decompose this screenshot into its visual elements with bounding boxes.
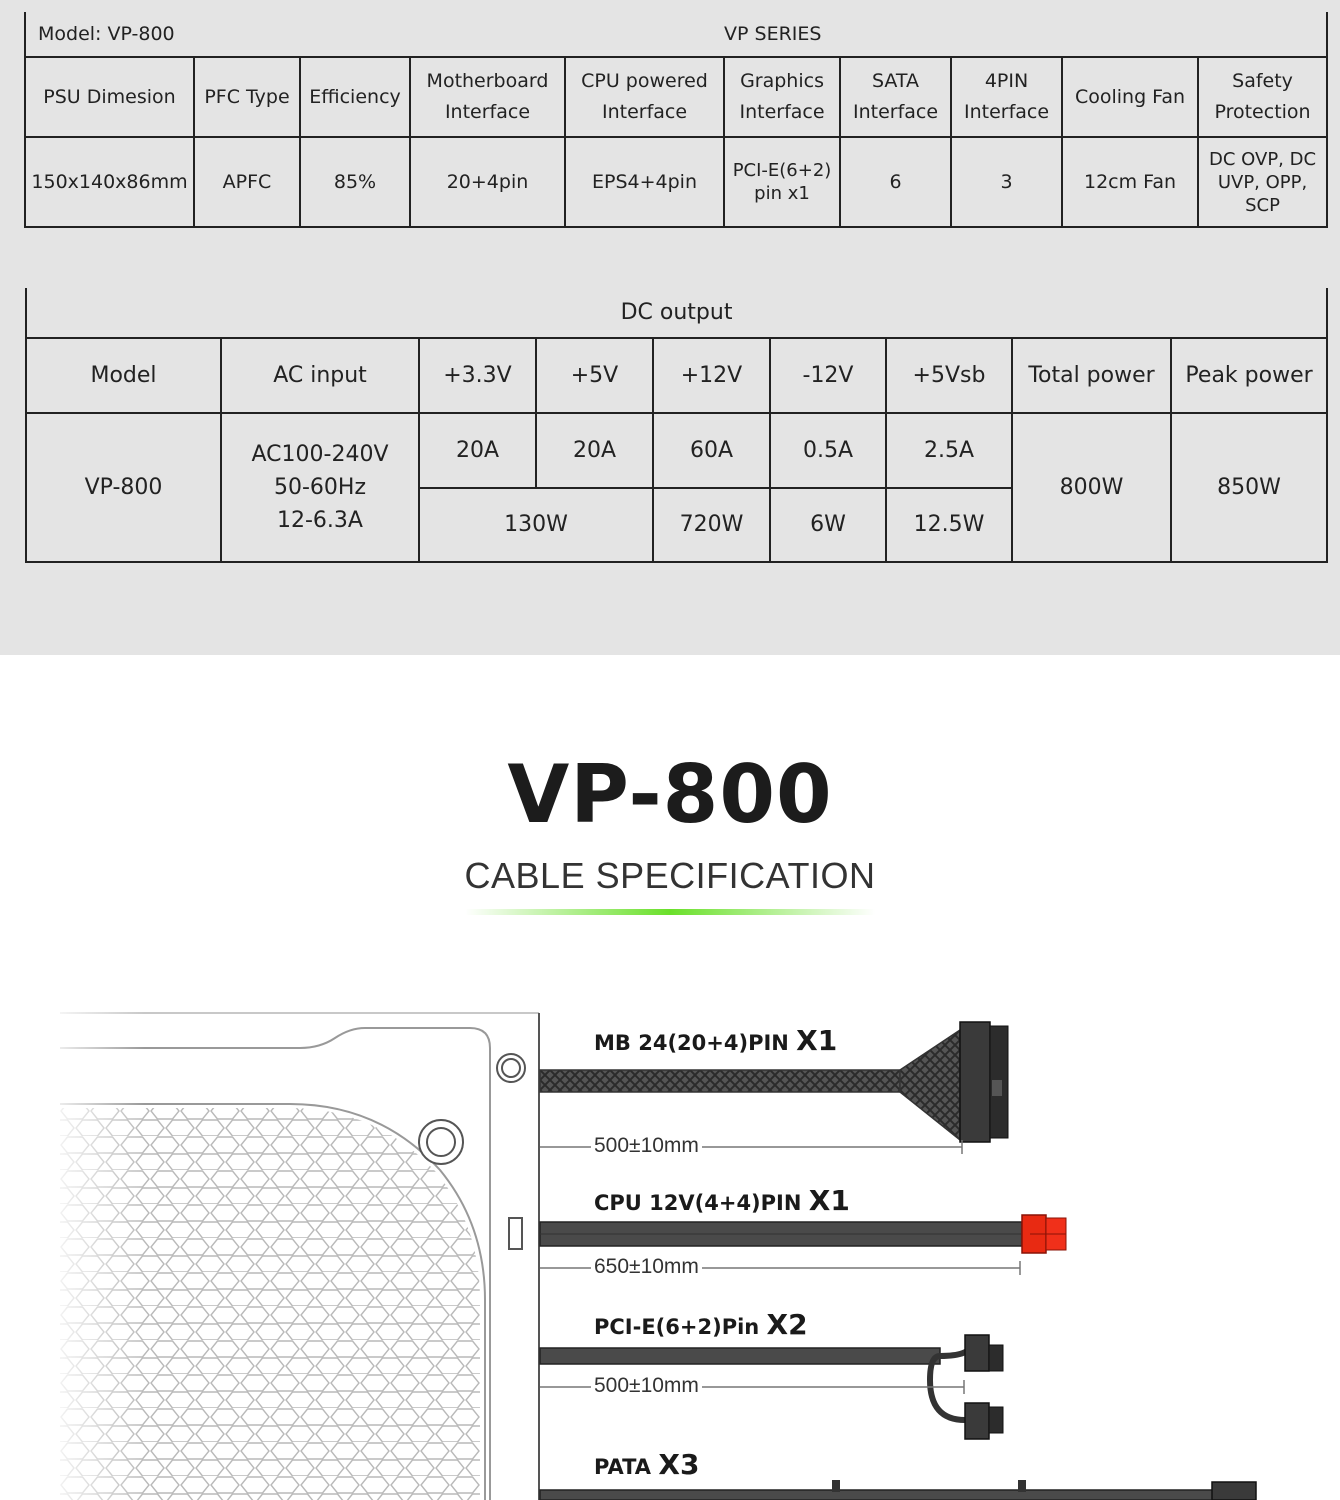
dc-model-value: VP-800 (26, 413, 221, 562)
dc-header-peak-power: Peak power (1171, 338, 1327, 413)
dc-header-ac-input: AC input (221, 338, 419, 413)
value-efficiency: 85% (300, 137, 410, 227)
header-cooling-fan: Cooling Fan (1062, 57, 1198, 137)
psu-spec-table (24, 12, 1328, 228)
watt-minus12v: 6W (770, 488, 886, 562)
dc-header-row (26, 338, 1327, 413)
dc-header-total-power: Total power (1012, 338, 1171, 413)
watt-3v3-5v: 130W (419, 488, 653, 562)
pcie-cable-label: PCI-E(6+2)Pin X2 (594, 1308, 808, 1341)
mb-cable-length: 500±10mm (591, 1134, 702, 1158)
dc-header-12v: +12V (653, 338, 770, 413)
header-cpu-interface: CPU powered Interface (565, 57, 724, 137)
value-graphics-interface: PCI-E(6+2) pin x1 (724, 137, 840, 227)
accent-underline (465, 909, 875, 915)
header-efficiency: Efficiency (300, 57, 410, 137)
mb-cable-label: MB 24(20+4)PIN X1 (594, 1024, 838, 1057)
value-sata-interface: 6 (840, 137, 951, 227)
value-cpu-interface: EPS4+4pin (565, 137, 724, 227)
header-pfc-type: PFC Type (194, 57, 300, 137)
cpu-cable-label: CPU 12V(4+4)PIN X1 (594, 1184, 850, 1217)
pata-cable (540, 1480, 1256, 1500)
cpu-cable-length: 650±10mm (591, 1255, 702, 1279)
value-motherboard-interface: 20+4pin (410, 137, 565, 227)
dc-title-row (26, 288, 1327, 338)
header-4pin-interface: 4PIN Interface (951, 57, 1062, 137)
spec-header-row (25, 57, 1327, 137)
current-5v: 20A (536, 413, 653, 488)
dc-output-table (25, 288, 1328, 563)
ac-input-frequency: 50-60Hz (273, 475, 367, 500)
pata-cable-label: PATA X3 (594, 1448, 700, 1481)
spec-caption-row (25, 12, 1327, 57)
dc-header-3v3: +3.3V (419, 338, 536, 413)
dc-header-5vsb: +5Vsb (886, 338, 1012, 413)
value-4pin-interface: 3 (951, 137, 1062, 227)
dc-total-power-value: 800W (1012, 413, 1171, 562)
pcie-cable-length: 500±10mm (591, 1374, 702, 1398)
dc-current-row (26, 413, 1327, 488)
value-psu-dimension: 150x140x86mm (25, 137, 194, 227)
header-safety-protection: Safety Protection (1198, 57, 1327, 137)
current-5vsb: 2.5A (886, 413, 1012, 488)
dc-output-title: DC output (26, 288, 1327, 338)
ac-input-current: 12-6.3A (277, 508, 363, 533)
value-cooling-fan: 12cm Fan (1062, 137, 1198, 227)
header-sata-interface: SATA Interface (840, 57, 951, 137)
psu-body (40, 1010, 539, 1500)
cable-spec-subtitle: CABLE SPECIFICATION (464, 855, 876, 896)
dc-peak-power-value: 850W (1171, 413, 1327, 562)
spec-value-row (25, 137, 1327, 227)
dc-header-model: Model (26, 338, 221, 413)
dc-header-5v: +5V (536, 338, 653, 413)
spec-section (0, 0, 1340, 655)
current-minus12v: 0.5A (770, 413, 886, 488)
watt-5vsb: 12.5W (886, 488, 1012, 562)
cable-diagram (0, 1000, 1340, 1500)
ac-input-voltage: AC100-240V (251, 442, 389, 467)
series-label: VP SERIES (724, 12, 1327, 57)
dc-ac-input-value (221, 413, 419, 562)
value-safety-protection: DC OVP, DC UVP, OPP, SCP (1198, 137, 1327, 227)
value-pfc-type: APFC (194, 137, 300, 227)
current-12v: 60A (653, 413, 770, 488)
header-graphics-interface: Graphics Interface (724, 57, 840, 137)
watt-12v: 720W (653, 488, 770, 562)
header-motherboard-interface: Motherboard Interface (410, 57, 565, 137)
dc-header-minus12v: -12V (770, 338, 886, 413)
current-3v3: 20A (419, 413, 536, 488)
psu-diagram-svg (0, 1000, 1340, 1500)
header-psu-dimension: PSU Dimesion (25, 57, 194, 137)
model-label: Model: VP-800 (25, 12, 724, 57)
product-title: VP-800 (507, 748, 833, 841)
